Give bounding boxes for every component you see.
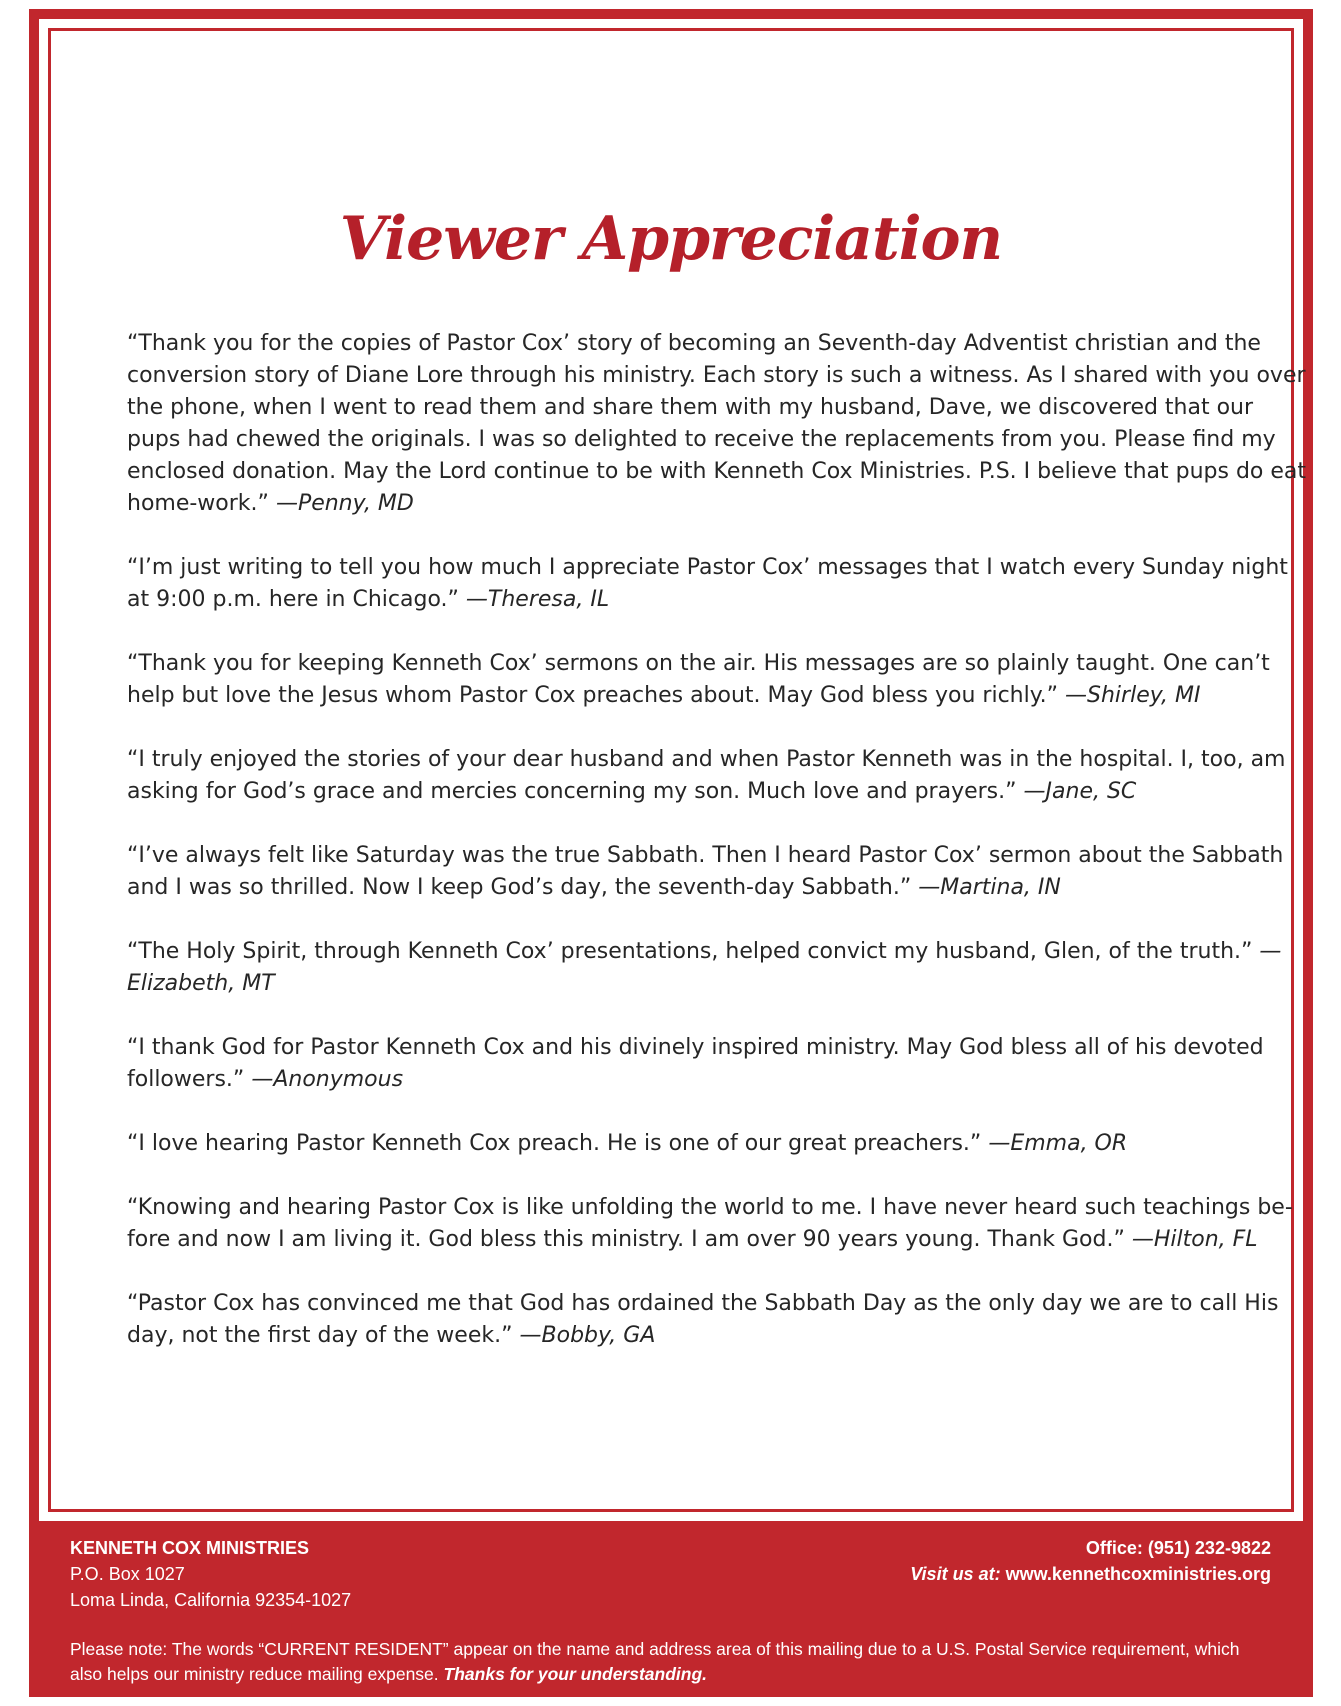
testimonial-attribution: —Jane, SC [1023, 779, 1137, 804]
testimonial-attribution: —Anonymous [251, 1067, 404, 1092]
testimonial-quote: “The Holy Spirit, through Kenneth Cox’ presentations, helped convict my husband, Glen, of the truth.” [127, 939, 1253, 964]
testimonial-quote: “Thank you for keeping Kenneth Cox’ sermons on the air. His messages are so plainly taught. One can’t help but love the Jesus whom Pastor Cox preaches about. May God bless you richly.” [127, 651, 1270, 708]
content-panel [39, 19, 1307, 1521]
city-line: Loma Linda, California 92354-1027 [70, 1590, 352, 1610]
testimonial-attribution: —Bobby, GA [519, 1323, 656, 1348]
testimonial-quote: “Pastor Cox has convinced me that God has ordained the Sabbath Day as the only day we are to call His day, not the first day of the week.” [127, 1291, 1279, 1348]
testimonial-quote: “I truly enjoyed the stories of your dear husband and when Pastor Kenneth was in the hospital. I, too, am asking for God’s grace and mercies concerning my son. Much love and prayers.” [127, 747, 1286, 804]
testimonial [127, 744, 1307, 808]
testimonial-attribution: —Martina, IN [918, 875, 1061, 900]
testimonial-quote: “Thank you for the copies of Pastor Cox’ story of becoming an Seventh-day Adventist christian and the conversion story of Diane Lore through his ministry. Each story is such a witness. As I shared with you over the phone, when I went to read them and share them with my husband, Dave, we discovered that our pups had chewed the originals. I was so delighted to receive the replacements from you. Please find my enclosed donation. May the Lord continue to be with Kenneth Cox Ministries. P.S. I believe that pups do eat home-work.” [127, 331, 1307, 516]
testimonial [127, 1192, 1307, 1256]
org-name: KENNETH COX MINISTRIES [70, 1538, 310, 1558]
po-box: P.O. Box 1027 [70, 1564, 185, 1584]
postal-note-text: Please note: The words “CURRENT RESIDENT” appear on the name and address area of this mailing due to a U.S. Postal Service requirement, which also helps our ministry reduce mailing expense. [70, 1639, 1240, 1684]
website-link[interactable]: www.kennethcoxministries.org [1005, 1564, 1271, 1584]
office-phone: Office: (951) 232-9822 [1085, 1538, 1271, 1558]
thanks-text: Thanks for your understanding. [443, 1664, 708, 1684]
testimonial-attribution: —Elizabeth, MT [127, 939, 1282, 996]
testimonial [127, 1128, 1307, 1160]
testimonial-attribution: —Hilton, FL [1131, 1227, 1258, 1252]
testimonial-list [127, 328, 1307, 1384]
testimonial [127, 936, 1307, 1000]
testimonial [127, 552, 1307, 616]
testimonial [127, 648, 1307, 712]
testimonial-attribution: —Theresa, IL [465, 587, 610, 612]
testimonial [127, 1032, 1307, 1096]
testimonial-quote: “I thank God for Pastor Kenneth Cox and his divinely inspired ministry. May God bless all of his devoted followers.” [127, 1035, 1264, 1092]
testimonial-quote: “I love hearing Pastor Kenneth Cox preach. He is one of our great preachers.” [127, 1131, 982, 1156]
testimonial-quote: “I’ve always felt like Saturday was the true Sabbath. Then I heard Pastor Cox’ sermon about the Sabbath and I was so thrilled. Now I keep God’s day, the seventh-day Sabbath.” [127, 843, 1284, 900]
testimonial [127, 1288, 1307, 1352]
postal-note [70, 1637, 1271, 1687]
visit-label: Visit us at: [910, 1564, 1001, 1584]
testimonial [127, 840, 1307, 904]
testimonial [127, 328, 1307, 520]
contact-info [910, 1535, 1271, 1587]
mailing-address [70, 1535, 351, 1613]
testimonial-attribution: —Shirley, MI [1065, 683, 1201, 708]
testimonial-attribution: —Emma, OR [988, 1131, 1128, 1156]
testimonial-attribution: —Penny, MD [275, 491, 414, 516]
footer [41, 1523, 1300, 1693]
page-title: Viewer Appreciation [339, 204, 1003, 274]
page-frame [29, 9, 1313, 1697]
testimonial-quote: “I’m just writing to tell you how much I appreciate Pastor Cox’ messages that I watch every Sunday night at 9:00 p.m. here in Chicago.” [127, 555, 1288, 612]
testimonial-quote: “Knowing and hearing Pastor Cox is like unfolding the world to me. I have never heard such teachings be-fore and now I am living it. God bless this ministry. I am over 90 years young. Thank God.” [127, 1195, 1293, 1252]
